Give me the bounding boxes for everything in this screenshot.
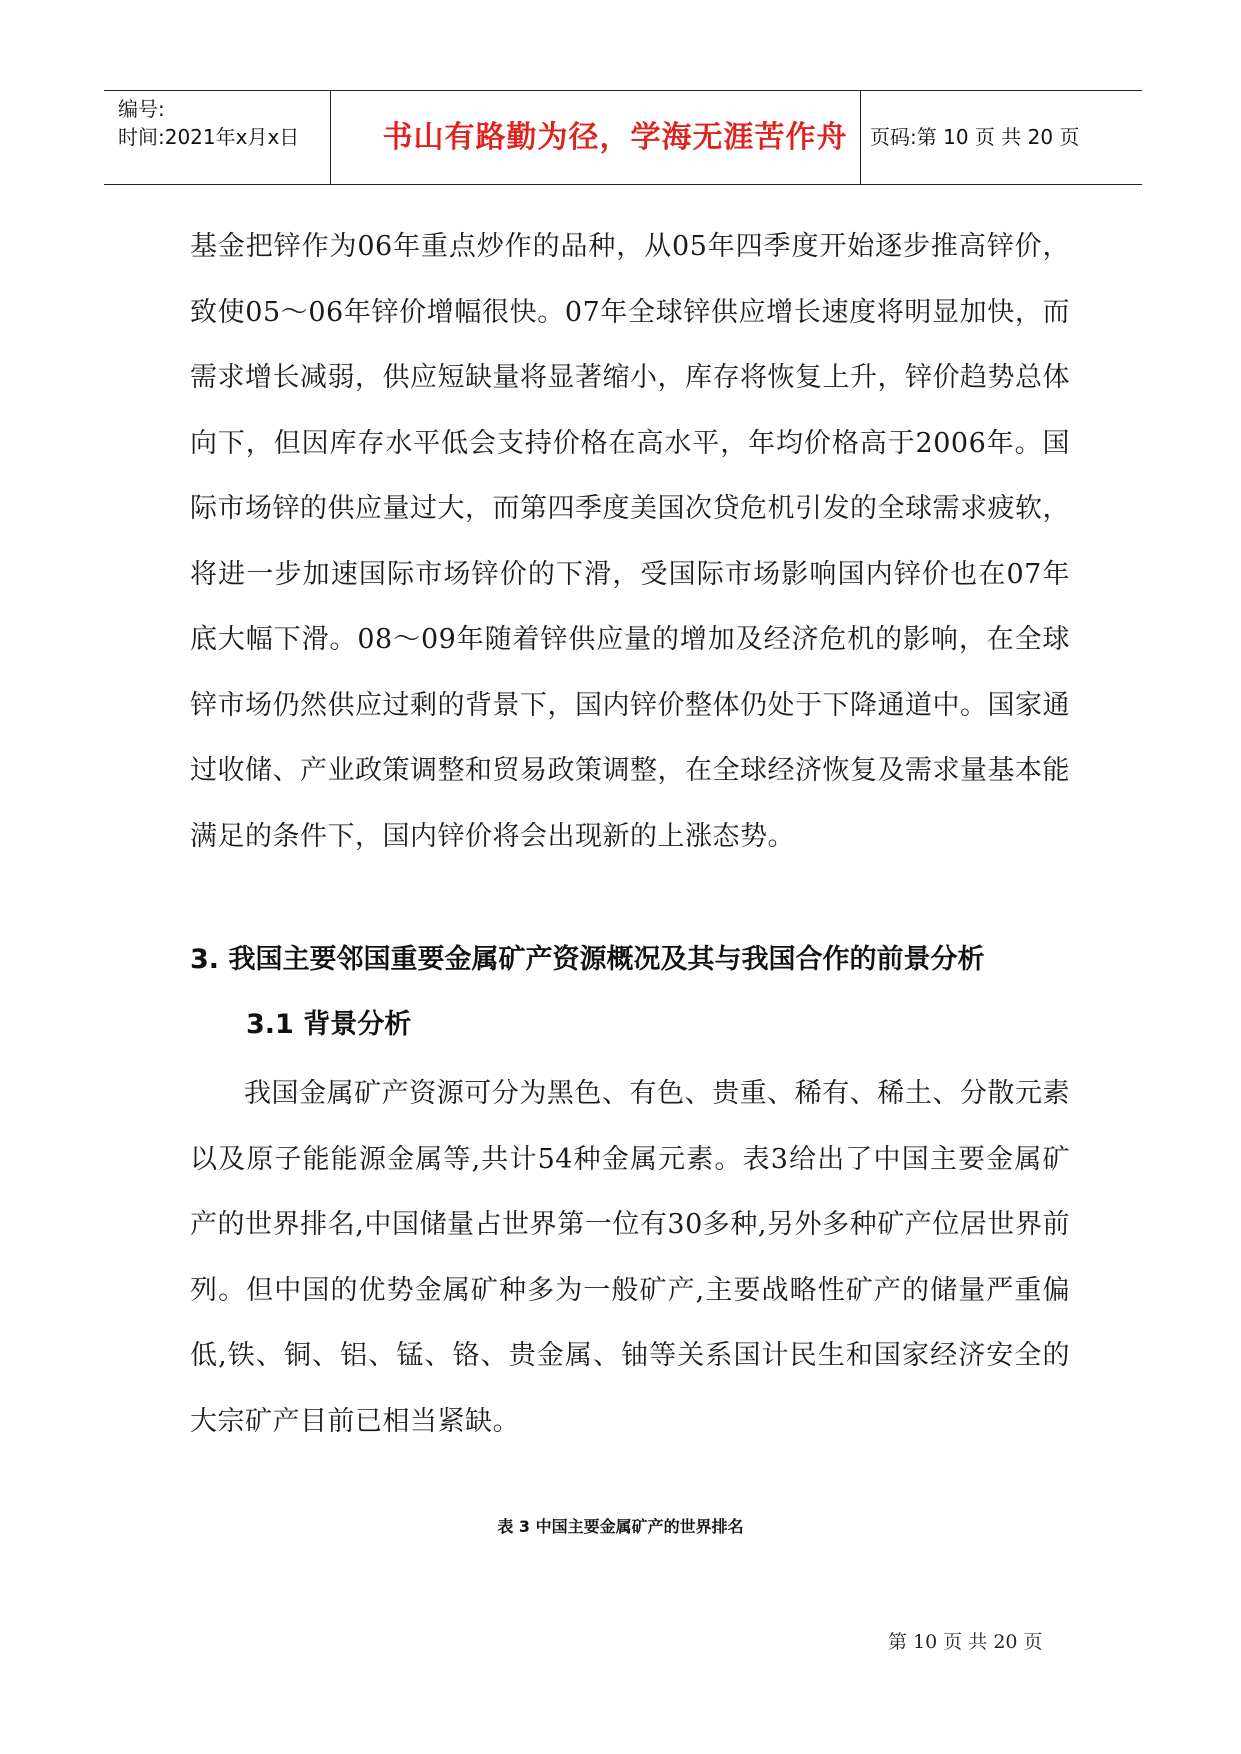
section-3-heading: 3. 我国主要邻国重要金属矿产资源概况及其与我国合作的前景分析 (190, 944, 985, 975)
document-time-label: 时间:2021年x月x日 (118, 125, 300, 149)
paragraph-zinc-price: 基金把锌作为06年重点炒作的品种，从05年四季度开始逐步推高锌价，致使05～06年锌价增幅很快。07年全球锌供应增长速度将明显加快，而需求增长减弱，供应短缺量将显著缩小，库存将恢复上升，锌价趋势总体向下，但因库存水平低会支持价格在高水平，年均价格高于2006年。国际市场锌的供应量过大，而第四季度美国次贷危机引发的全球需求疲软，将进一步加速国际市场锌价的下滑，受国际市场影响国内锌价也在07年底大幅下滑。08～09年随着锌供应量的增加及经济危机的影响，在全球锌市场仍然供应过剩的背景下，国内锌价整体仍处于下降通道中。国家通过收储、产业政策调整和贸易政策调整，在全球经济恢复及需求量基本能满足的条件下，国内锌价将会出现新的上涨态势。 (190, 231, 1070, 852)
paragraph-background-analysis: 我国金属矿产资源可分为黑色、有色、贵重、稀有、稀土、分散元素以及原子能能源金属等,共计54种金属元素。表3给出了中国主要金属矿产的世界排名,中国储量占世界第一位有30多种,另外多种矿产位居世界前列。但中国的优势金属矿种多为一般矿产,主要战略性矿产的储量严重偏低,铁、铜、铝、锰、铬、贵金属、铀等关系国计民生和国家经济安全的大宗矿产目前已相当紧缺。 (190, 1078, 1070, 1437)
document-number-label: 编号: (118, 97, 165, 121)
header-page-code: 页码:第 10 页 共 20 页 (870, 125, 1080, 149)
table-3-caption: 表 3 中国主要金属矿产的世界排名 (497, 1517, 744, 1536)
header-motto: 书山有路勤为径，学海无涯苦作舟 (382, 120, 848, 155)
page-footer: 第 10 页 共 20 页 (888, 1631, 1043, 1653)
section-3-1-heading: 3.1 背景分析 (246, 1009, 412, 1040)
header-divider-left (330, 91, 331, 184)
header-meta (118, 95, 299, 151)
header-divider-right (860, 91, 861, 184)
page-header (104, 90, 1142, 185)
